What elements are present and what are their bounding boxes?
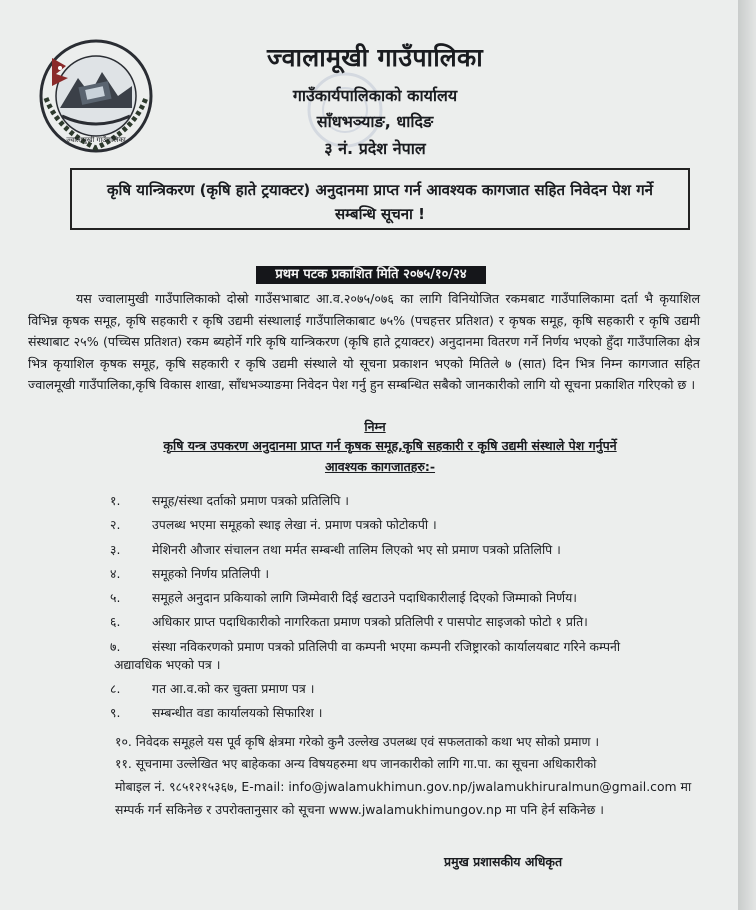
document-list <box>110 492 700 729</box>
website-line: सम्पर्क गर्न सकिनेछ र उपरोक्तानुसार को सूचना www.jwalamukhimungov.np मा पनि हेर्न सकिनेछ । <box>115 802 604 817</box>
list-item-number: ७. <box>110 638 121 654</box>
list-item-text-line1: संस्था नविकरणको प्रमाण पत्रको प्रतिलिपी वा कम्पनी भएमा कम्पनी रजिष्ट्रारको कार्यालयबाट गरिने कम्पनी <box>152 638 621 654</box>
contact-line: मोबाइल नं. ९८५१२१५३६७, E-mail: info@jwalamukhimun.gov.np/jwalamukhiruralmun@gmail.com मा <box>115 779 692 794</box>
list-item <box>110 638 700 674</box>
list-item-text: उपलब्ध भएमा समूहको स्थाइ लेखा नं. प्रमाण पत्रको फोटोकपी । <box>152 517 437 533</box>
list-item <box>110 565 700 583</box>
publication-date-label: प्रथम पटक प्रकाशित मिति २०७५/१०/२४ <box>256 266 486 284</box>
list-item-number: ८. <box>110 681 121 697</box>
list-item-text: समूहले अनुदान प्रकियाको लागि जिम्मेवारी दिई खटाउने पदाधिकारीलाई दिएको जिम्माको निर्णय। <box>152 590 577 606</box>
list-item <box>110 589 700 607</box>
signature-title: प्रमुख प्रशासकीय अधिकृत <box>444 854 563 869</box>
list-item-text: समूहको निर्णय प्रतिलिपी । <box>152 565 270 581</box>
list-item <box>110 613 700 631</box>
section-heading-requirements: कृषि यन्त्र उपकरण अनुदानमा प्राप्त गर्न कृषक समूह,कृषि सहकारी र कृषि उद्यमी संस्थाले पेश गर्नुपर्ने <box>163 438 617 453</box>
list-item-number: ४. <box>110 565 121 581</box>
subject-box <box>70 168 690 230</box>
list-item-text: अधिकार प्राप्त पदाधिकारीको नागरिकता प्रमाण पत्रको प्रतिलिपी र पासपोट साइजको फोटो १ प्रति। <box>152 614 588 630</box>
list-item <box>110 516 700 534</box>
list-item-text <box>114 638 700 674</box>
section-heading-nimna: निम्न <box>364 419 386 434</box>
section-heading-documents: आवश्यक कागजातहरु:- <box>324 459 436 474</box>
list-item <box>110 704 700 722</box>
list-item-text-line2: अद्यावधिक भएको पत्र । <box>114 656 221 672</box>
list-item-number: २. <box>110 517 121 533</box>
subject-line-1: कृषि यान्त्रिकरण (कृषि हाते ट्रयाक्टर) अनुदानमा प्राप्त गर्न आवश्यक कागजात सहित निवेदन पेश गर्ने <box>106 181 654 199</box>
list-item-number: ६. <box>110 614 121 630</box>
list-item <box>110 541 700 559</box>
office-name: गाउँकार्यपालिकाको कार्यालय <box>292 86 458 105</box>
list-item-text: सम्बन्धीत वडा कार्यालयको सिफारिश । <box>152 705 323 721</box>
notice-paragraph: यस ज्वालामुखी गाउँपालिकाको दोस्रो गाउँसभाबाट आ.व.२०७५/०७६ का लागि विनियोजित रकमबाट गाउँपालिकामा दर्ता भै कृयाशिल विभिन्न कृषक समूह, कृषि सहकारी र कृषि उद्यमी संस्थालाई गाउँपालिकाबाट ७५% (पचहत्तर प्रतिशत) र कृषक समूह, कृषि सहकारी र कृषि उद्यमी संस्थाबाट २५% (पच्चिस प्रतिशत) रकम ब्यहोर्ने गरि कृषि यान्त्रिकरण (कृषि हाते ट्रयाक्टर) अनुदानमा वितरण गर्ने निर्णय भएको हुँदा गाउँपालिका क्षेत्र भित्र कृयाशिल कृषक समूह, कृषि सहकारी र कृषि उद्यमी संस्थाले यो सूचना प्रकाशन भएको मितिले ७ (सात) दिन भित्र निम्न कागजात सहित ज्वालमूखी गाउँपालिका,कृषि विकास शाखा, साँधभञ्याङमा निवेदन पेश गर्नु हुन सम्बन्धित सबैको जानकारीको लागि यो सूचना प्रकाशित गरिएको छ । <box>28 291 700 392</box>
list-item-text: गत आ.व.को कर चुक्ता प्रमाण पत्र । <box>152 681 315 697</box>
list-item <box>110 680 700 698</box>
list-item-number: १. <box>110 493 121 508</box>
list-item <box>110 492 700 510</box>
subject-line-2: सम्बन्धि सूचना ! <box>334 205 425 223</box>
province-name: ३ नं. प्रदेश नेपाल <box>324 139 426 158</box>
list-item-10: १०. निवेदक समूहले यस पूर्व कृषि क्षेत्रमा गरेको कुनै उल्लेख उपलब्ध एवं सफलताको कथा भए सोको प्रमाण । <box>115 734 600 749</box>
municipality-title: ज्वालामूखी गाउँपालिका <box>266 43 483 72</box>
municipality-logo-emblem <box>38 38 154 154</box>
list-item-text: मेशिनरी औजार संचालन तथा मर्मत सम्बन्धी तालिम लिएको भए सो प्रमाण पत्रको प्रतिलिपि । <box>152 541 561 557</box>
list-item-number: ५. <box>110 590 121 606</box>
logo-caption: ज्वालामुखी गाउँपालिका <box>66 136 126 144</box>
list-item-text: समूह/संस्था दर्ताको प्रमाण पत्रको प्रतिलिपि । <box>152 493 349 508</box>
list-item-11: ११. सूचनामा उल्लेखित भए बाहेकका अन्य विषयहरुमा थप जानकारीको लागि गा.पा. का सूचना अधिकारीको <box>115 756 597 771</box>
list-item-number: ९. <box>110 705 121 721</box>
paper-edge <box>738 0 756 910</box>
list-item-number: ३. <box>110 541 121 557</box>
office-location: साँधभञ्याङ, धादिङ <box>316 112 434 131</box>
